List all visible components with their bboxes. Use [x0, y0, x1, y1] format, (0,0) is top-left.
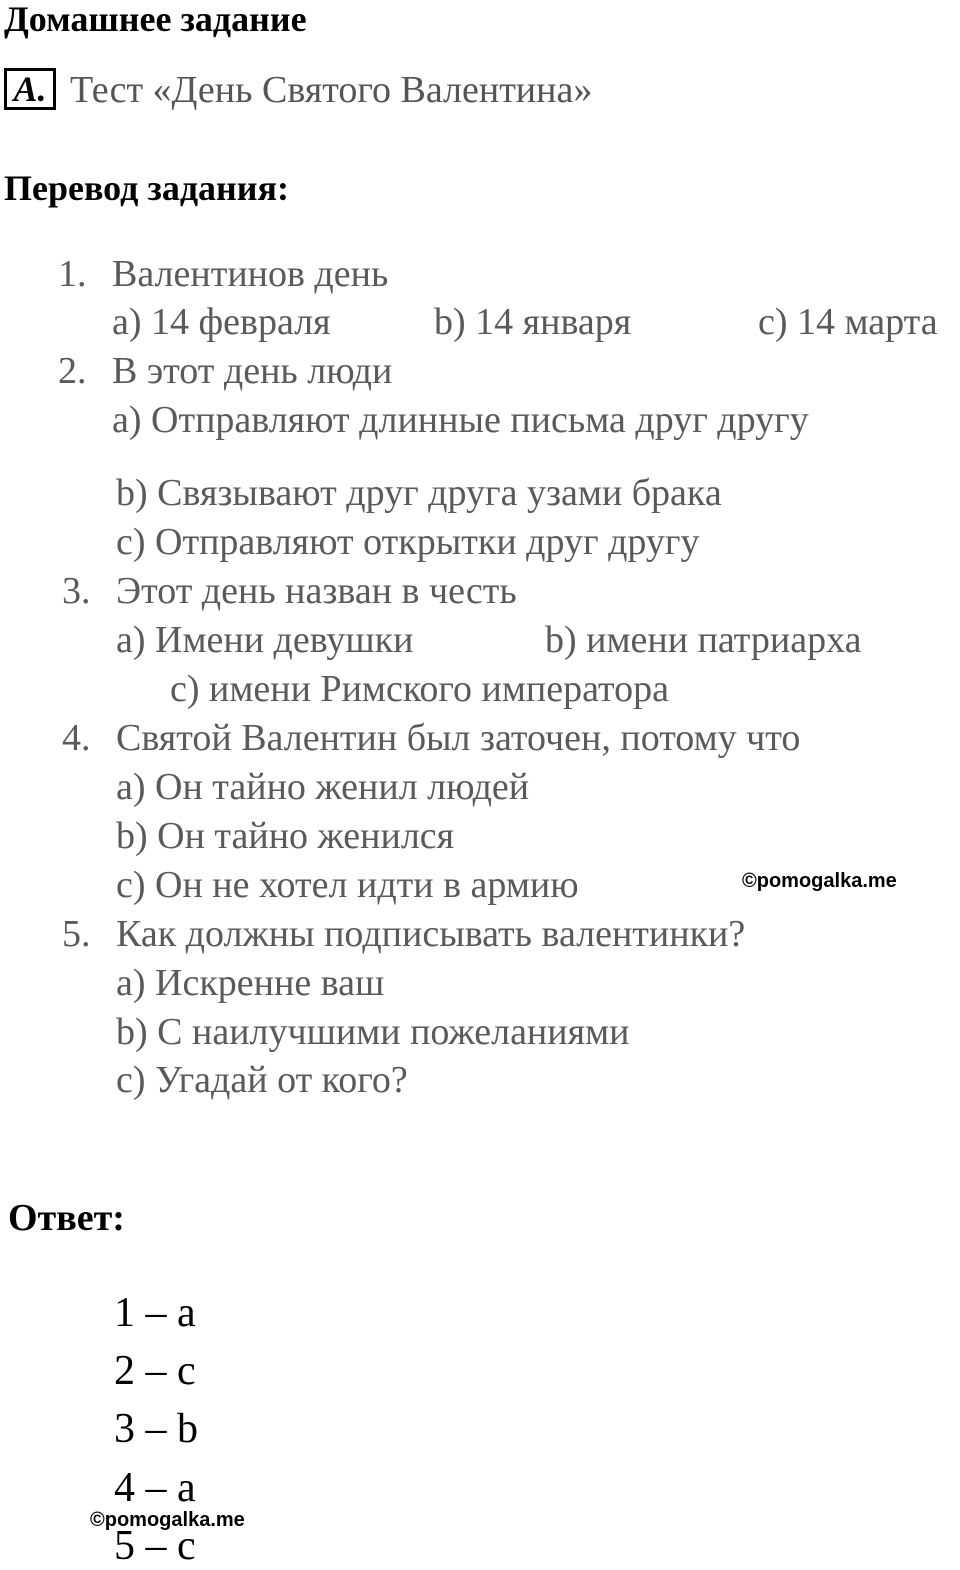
question-3-text: Этот день назван в честь — [116, 570, 517, 612]
question-1-text: Валентинов день — [112, 253, 389, 295]
answer-line-2: 2 – c — [114, 1348, 196, 1394]
question-5-number: 5. — [62, 913, 91, 955]
answer-line-3: 3 – b — [114, 1406, 198, 1452]
question-2-text: В этот день люди — [112, 350, 393, 392]
translation-heading: Перевод задания: — [4, 168, 289, 208]
question-5-option-c: c) Угадай от кого? — [116, 1059, 408, 1101]
answer-line-5: 5 – c — [114, 1523, 196, 1569]
answer-line-1: 1 – a — [114, 1290, 196, 1336]
question-5-option-a: a) Искренне ваш — [116, 962, 385, 1004]
question-3-option-b: b) имени патриарха — [545, 619, 862, 661]
question-1-option-a: a) 14 февраля — [112, 301, 331, 343]
task-letter-badge: A. — [4, 68, 56, 110]
question-1-option-c: c) 14 марта — [758, 301, 938, 343]
answer-heading: Ответ: — [8, 1197, 125, 1239]
question-4-number: 4. — [62, 717, 91, 759]
question-2-number: 2. — [58, 350, 87, 392]
question-3-option-c: c) имени Римского императора — [170, 668, 669, 710]
question-2-option-a: a) Отправляют длинные письма друг другу — [112, 399, 809, 441]
watermark: ©pomogalka.me — [90, 1509, 245, 1531]
question-4-text: Святой Валентин был заточен, потому что — [116, 717, 801, 759]
question-3-option-a: a) Имени девушки — [116, 619, 414, 661]
question-2-option-c: c) Отправляют открытки друг другу — [116, 521, 700, 563]
question-1-number: 1. — [58, 253, 87, 295]
question-5-option-b: b) С наилучшими пожеланиями — [116, 1011, 630, 1053]
question-4-option-a: a) Он тайно женил людей — [116, 766, 530, 808]
question-4-option-b: b) Он тайно женился — [116, 815, 455, 857]
question-2-option-b: b) Связывают друг друга узами брака — [116, 472, 722, 514]
task-title: Тест «День Святого Валентина» — [70, 69, 593, 111]
question-3-number: 3. — [62, 570, 91, 612]
page-title: Домашнее задание — [4, 0, 307, 39]
question-4-option-c: c) Он не хотел идти в армию — [116, 864, 579, 906]
watermark: ©pomogalka.me — [742, 870, 897, 892]
answer-line-4: 4 – a — [114, 1465, 196, 1511]
question-1-option-b: b) 14 января — [434, 301, 632, 343]
question-5-text: Как должны подписывать валентинки? — [116, 913, 746, 955]
